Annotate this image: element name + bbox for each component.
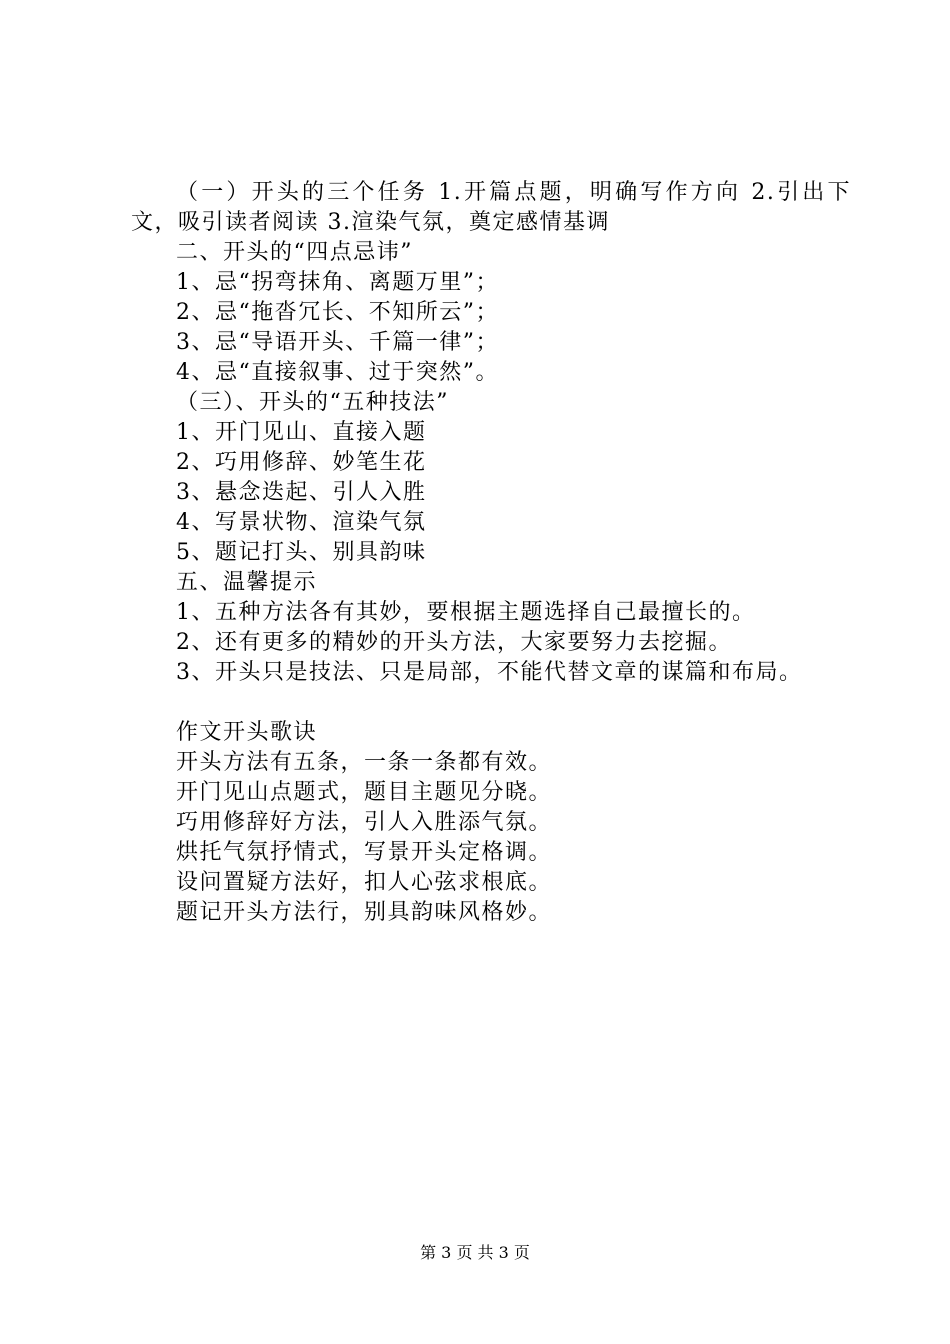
section2-heading: 二、开头的“四点忌讳”	[176, 240, 413, 265]
blank-line	[131, 688, 851, 718]
section3-item: 5、题记打头、别具韵味	[176, 540, 427, 565]
page-footer: 第 3 页 共 3 页	[420, 1243, 530, 1262]
poem-line: 烘托气氛抒情式，写景开头定格调。	[176, 840, 553, 865]
section2-item: 3、忌“导语开头、千篇一律”；	[176, 330, 499, 355]
intro-paragraph: （一）开头的三个任务 1.开篇点题，明确写作方向 2.引出下文，吸引读者阅读 3.渲染气氛，奠定感情基调	[131, 180, 851, 235]
section3-item: 3、悬念迭起、引人入胜	[176, 480, 427, 505]
poem-line: 设问置疑方法好，扣人心弦求根底。	[176, 870, 553, 895]
poem-line: 题记开头方法行，别具韵味风格妙。	[176, 900, 553, 925]
poem-title: 作文开头歌诀	[176, 720, 318, 745]
section3-item: 2、巧用修辞、妙笔生花	[176, 450, 427, 475]
poem-line: 开门见山点题式，题目主题见分晓。	[176, 780, 553, 805]
section3-heading: （三）、开头的“五种技法”	[176, 390, 449, 415]
section2-item: 2、忌“拖沓冗长、不知所云”；	[176, 300, 499, 325]
section3-item: 1、开门见山、直接入题	[176, 420, 427, 445]
section3-item: 4、写景状物、渲染气氛	[176, 510, 427, 535]
section5-item: 1、五种方法各有其妙，要根据主题选择自己最擅长的。	[176, 600, 756, 625]
section2-item: 4、忌“直接叙事、过于突然”。	[176, 360, 499, 385]
section5-item: 2、还有更多的精妙的开头方法，大家要努力去挖掘。	[176, 630, 732, 655]
document-body	[131, 178, 851, 928]
poem-line: 开头方法有五条，一条一条都有效。	[176, 750, 553, 775]
section5-heading: 五、温馨提示	[176, 570, 318, 595]
poem-line: 巧用修辞好方法，引人入胜添气氛。	[176, 810, 553, 835]
section2-item: 1、忌“拐弯抹角、离题万里”；	[176, 270, 499, 295]
section5-item: 3、开头只是技法、只是局部，不能代替文章的谋篇和布局。	[176, 660, 803, 685]
